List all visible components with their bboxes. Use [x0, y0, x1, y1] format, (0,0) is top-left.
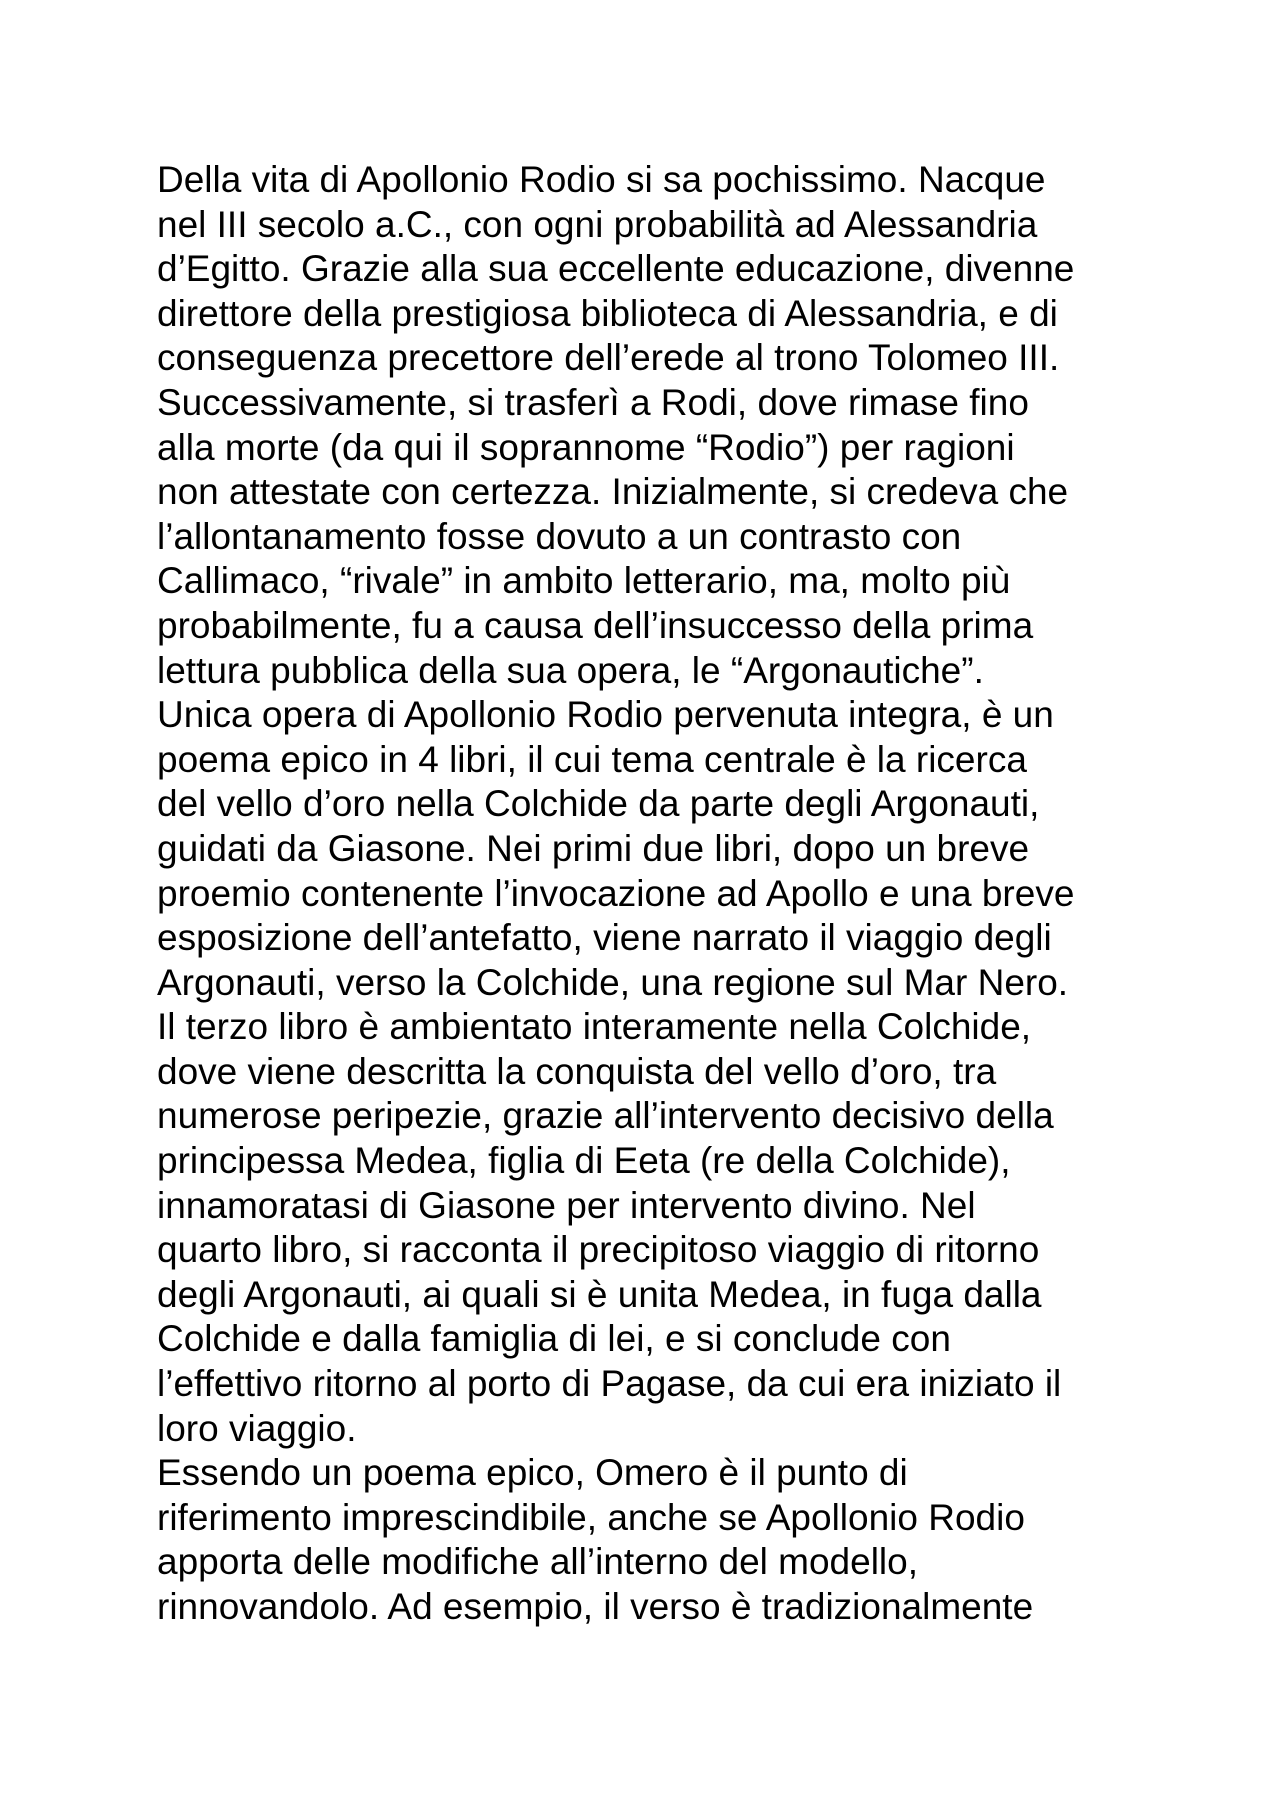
- text-line: dove viene descritta la conquista del vello d’oro, tra: [157, 1050, 997, 1092]
- text-line: Argonauti, verso la Colchide, una regione sul Mar Nero.: [157, 961, 1069, 1003]
- text-line: non attestate con certezza. Inizialmente, si credeva che: [157, 471, 1069, 513]
- text-line: Essendo un poema epico, Omero è il punto di: [157, 1452, 908, 1494]
- text-line: lettura pubblica della sua opera, le “Argonautiche”.: [157, 649, 984, 691]
- text-line: probabilmente, fu a causa dell’insuccesso della prima: [157, 604, 1034, 646]
- text-line: conseguenza precettore dell’erede al trono Tolomeo III.: [157, 337, 1060, 379]
- text-line: direttore della prestigiosa biblioteca di Alessandria, e di: [157, 292, 1058, 334]
- body-text: [157, 158, 1157, 1630]
- text-line: degli Argonauti, ai quali si è unita Medea, in fuga dalla: [157, 1273, 1042, 1315]
- text-line: Della vita di Apollonio Rodio si sa pochissimo. Nacque: [157, 159, 1046, 200]
- text-line: riferimento imprescindibile, anche se Apollonio Rodio: [157, 1496, 1025, 1538]
- text-line: Callimaco, “rivale” in ambito letterario, ma, molto più: [157, 560, 1011, 602]
- text-line: proemio contenente l’invocazione ad Apollo e una breve: [157, 872, 1075, 914]
- text-line: l’allontanamento fosse dovuto a un contrasto con: [157, 515, 962, 557]
- text-line: l’effettivo ritorno al porto di Pagase, da cui era iniziato il: [157, 1363, 1062, 1405]
- text-line: numerose peripezie, grazie all’intervento decisivo della: [157, 1095, 1054, 1137]
- text-line: quarto libro, si racconta il precipitoso viaggio di ritorno: [157, 1229, 1040, 1271]
- text-line: poema epico in 4 libri, il cui tema centrale è la ricerca: [157, 738, 1027, 780]
- text-line: rinnovandolo. Ad esempio, il verso è tradizionalmente: [157, 1586, 1034, 1627]
- text-line: loro viaggio.: [157, 1407, 357, 1449]
- text-line: innamoratasi di Giasone per intervento divino. Nel: [157, 1184, 976, 1226]
- text-line: alla morte (da qui il soprannome “Rodio”) per ragioni: [157, 426, 1015, 468]
- text-line: del vello d’oro nella Colchide da parte degli Argonauti,: [157, 783, 1040, 825]
- text-line: principessa Medea, figlia di Eeta (re della Colchide),: [157, 1140, 1011, 1182]
- text-line: apporta delle modifiche all’interno del modello,: [157, 1541, 919, 1583]
- text-line: nel III secolo a.C., con ogni probabilità ad Alessandria: [157, 203, 1038, 245]
- text-line: guidati da Giasone. Nei primi due libri, dopo un breve: [157, 827, 1030, 869]
- text-line: Successivamente, si trasferì a Rodi, dove rimase fino: [157, 381, 1029, 423]
- text-line: esposizione dell’antefatto, viene narrato il viaggio degli: [157, 917, 1052, 959]
- text-line: Unica opera di Apollonio Rodio pervenuta integra, è un: [157, 694, 1054, 736]
- text-line: Colchide e dalla famiglia di lei, e si conclude con: [157, 1318, 951, 1360]
- text-line: d’Egitto. Grazie alla sua eccellente educazione, divenne: [157, 248, 1075, 290]
- text-line: Il terzo libro è ambientato interamente nella Colchide,: [157, 1006, 1032, 1048]
